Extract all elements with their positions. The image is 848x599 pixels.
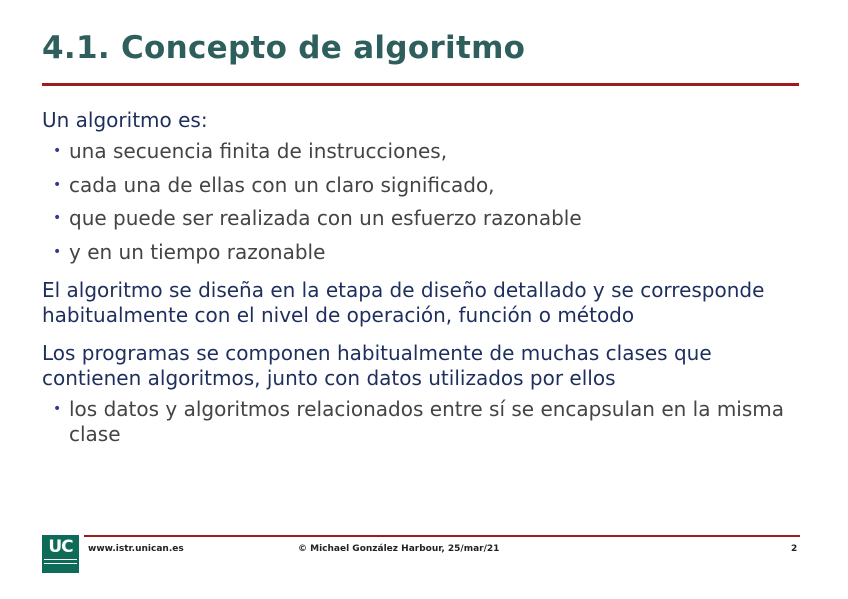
encapsulation-list xyxy=(42,397,812,447)
bullet-icon: • xyxy=(53,176,62,193)
list-item: • una secuencia finita de instrucciones, xyxy=(53,139,448,163)
title-rule xyxy=(42,83,799,86)
university-logo xyxy=(42,535,79,573)
footer-copyright: © Michael González Harbour, 25/mar/21 xyxy=(298,544,500,554)
list-item: • cada una de ellas con un claro significado, xyxy=(53,172,495,197)
bullet-icon: • xyxy=(53,400,62,417)
logo-line xyxy=(44,559,77,560)
logo-line xyxy=(44,563,77,564)
definition-list xyxy=(42,139,812,265)
bullet-icon: • xyxy=(53,243,62,260)
design-paragraph: El algoritmo se diseña en la etapa de diseño detallado y se corresponde habitualmente con el nivel de operación, función o método xyxy=(42,277,765,327)
bullet-icon: • xyxy=(53,210,62,226)
bullet-icon: • xyxy=(53,143,62,159)
list-item: • que puede ser realizada con un esfuerzo razonable xyxy=(53,206,582,230)
list-item: • los datos y algoritmos relacionados entre sí se encapsulan en la misma clase xyxy=(53,396,785,446)
footer-website: www.istr.unican.es xyxy=(88,544,184,554)
slide-content xyxy=(42,108,812,455)
logo-text: UC xyxy=(48,537,73,557)
page-number: 2 xyxy=(791,544,798,554)
intro-text: Un algoritmo es: xyxy=(42,108,208,132)
list-item: • y en un tiempo razonable xyxy=(53,239,326,264)
footer-rule xyxy=(84,535,800,537)
slide-title: 4.1. Concepto de algoritmo xyxy=(42,30,526,66)
programs-paragraph: Los programas se componen habitualmente de muchas clases que contienen algoritmos, junto con datos utilizados por ellos xyxy=(42,340,712,390)
